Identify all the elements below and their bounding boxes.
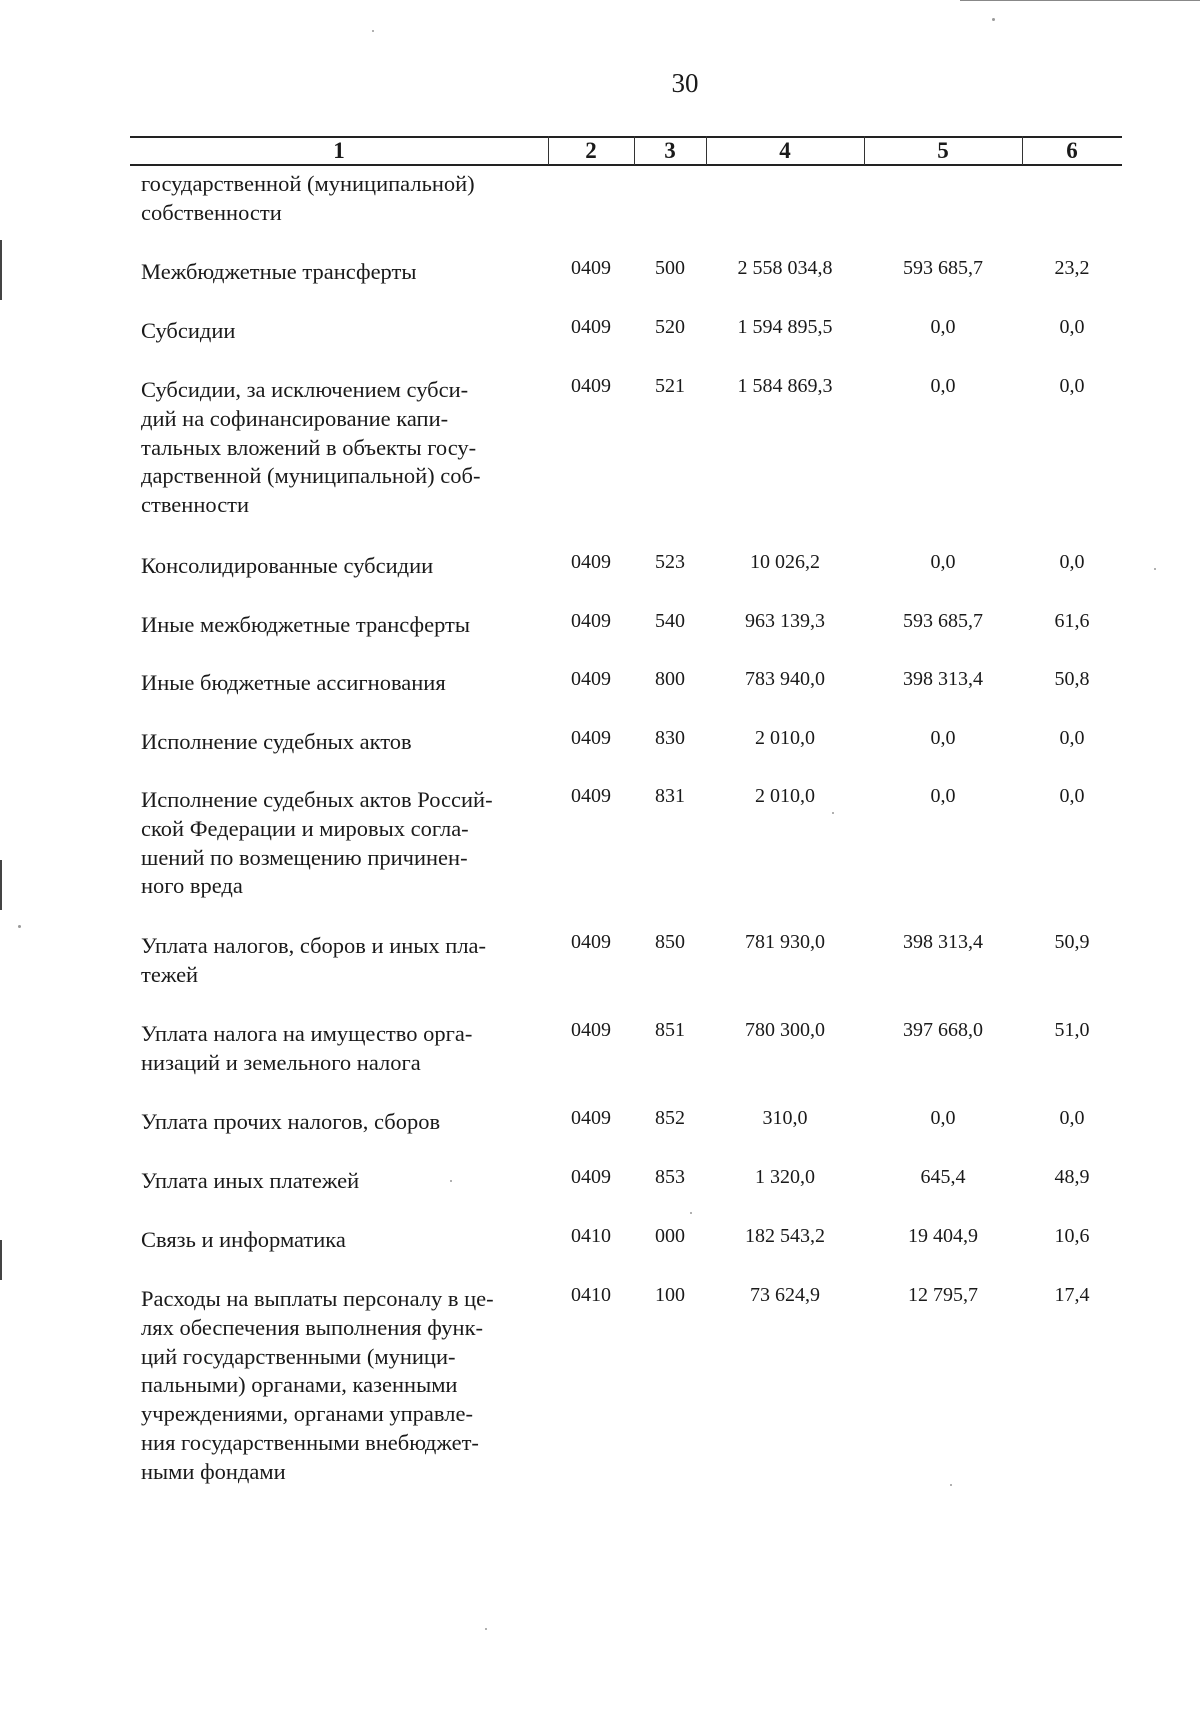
row-expense-type: 850 — [655, 931, 685, 953]
row-execution-percent: 0,0 — [1059, 727, 1085, 749]
row-expense-type: 523 — [655, 551, 685, 573]
scan-speck — [950, 1484, 952, 1486]
row-execution-percent: 61,6 — [1054, 610, 1090, 632]
row-planned-amount: 781 930,0 — [745, 931, 825, 953]
row-name: Расходы на выплаты персоналу в це- лях обеспечения выполнения функ- ций государственными (муници- пальными) органами, казенными учреждениями, органами управле- ния государственными внебюджет- ными фондами — [141, 1286, 494, 1484]
row-planned-amount: 1 320,0 — [755, 1166, 815, 1188]
row-name: Субсидии, за исключением субси- дий на софинансирование капи- тальных вложений в объекты госу- дарственной (муниципальной) соб- ственности — [141, 377, 481, 518]
row-expense-type: 800 — [655, 668, 685, 690]
row-executed-amount: 398 313,4 — [903, 931, 983, 953]
row-execution-percent: 10,6 — [1054, 1225, 1090, 1247]
row-executed-amount: 0,0 — [930, 316, 956, 338]
row-executed-amount: 0,0 — [930, 785, 956, 807]
row-execution-percent: 17,4 — [1054, 1284, 1090, 1306]
row-section-code: 0410 — [571, 1284, 611, 1306]
row-planned-amount: 73 624,9 — [750, 1284, 820, 1306]
row-planned-amount: 310,0 — [762, 1107, 808, 1129]
scan-speck — [992, 18, 995, 21]
row-section-code: 0409 — [571, 931, 611, 953]
row-expense-type: 852 — [655, 1107, 685, 1129]
scan-speck — [690, 1212, 692, 1214]
row-name: Межбюджетные трансферты — [141, 259, 417, 284]
row-planned-amount: 1 594 895,5 — [737, 316, 833, 338]
row-execution-percent: 0,0 — [1059, 1107, 1085, 1129]
row-executed-amount: 0,0 — [930, 1107, 956, 1129]
scan-speck — [485, 1628, 487, 1630]
row-planned-amount: 2 010,0 — [755, 785, 815, 807]
page-number: 30 — [671, 68, 699, 98]
row-name: Иные бюджетные ассигнования — [141, 670, 446, 695]
row-execution-percent: 50,9 — [1054, 931, 1090, 953]
row-executed-amount: 645,4 — [920, 1166, 966, 1188]
row-execution-percent: 0,0 — [1059, 375, 1085, 397]
row-section-code: 0409 — [571, 375, 611, 397]
row-planned-amount: 1 584 869,3 — [737, 375, 833, 397]
row-expense-type: 830 — [655, 727, 685, 749]
row-executed-amount: 593 685,7 — [903, 257, 983, 279]
row-name: Уплата иных платежей — [141, 1168, 360, 1193]
row-execution-percent: 48,9 — [1054, 1166, 1090, 1188]
row-planned-amount: 10 026,2 — [750, 551, 820, 573]
row-planned-amount: 963 139,3 — [745, 610, 825, 632]
row-expense-type: 540 — [655, 610, 685, 632]
row-executed-amount: 593 685,7 — [903, 610, 983, 632]
row-name: Уплата прочих налогов, сборов — [141, 1109, 441, 1134]
row-planned-amount: 182 543,2 — [745, 1225, 825, 1247]
row-section-code: 0409 — [571, 551, 611, 573]
row-planned-amount: 780 300,0 — [745, 1019, 825, 1041]
row-planned-amount: 2 010,0 — [755, 727, 815, 749]
row-expense-type: 100 — [655, 1284, 685, 1306]
row-execution-percent: 0,0 — [1059, 551, 1085, 573]
row-section-code: 0409 — [571, 316, 611, 338]
scan-speck — [1154, 568, 1156, 570]
header-cell-6: 6 — [1066, 138, 1078, 163]
row-expense-type: 851 — [655, 1019, 685, 1041]
header-bottom-border — [130, 164, 1122, 166]
row-execution-percent: 50,8 — [1054, 668, 1090, 690]
row-name: Исполнение судебных актов Россий- ской Федерации и мировых согла- шений по возмещению причинен- ного вреда — [141, 787, 493, 899]
row-executed-amount: 0,0 — [930, 375, 956, 397]
row-expense-type: 831 — [655, 785, 685, 807]
row-execution-percent: 0,0 — [1059, 785, 1085, 807]
row-section-code: 0409 — [571, 610, 611, 632]
row-execution-percent: 23,2 — [1054, 257, 1090, 279]
header-cell-2: 2 — [585, 138, 597, 163]
row-section-code: 0410 — [571, 1225, 611, 1247]
scan-edge-line — [960, 0, 1200, 1]
scan-left-edge — [0, 860, 2, 910]
row-name: Исполнение судебных актов — [141, 729, 412, 754]
scan-speck — [372, 30, 374, 32]
row-name: Консолидированные субсидии — [141, 553, 434, 578]
row-name: Уплата налогов, сборов и иных пла- тежей — [141, 933, 487, 987]
row-planned-amount: 2 558 034,8 — [737, 257, 833, 279]
header-cell-5: 5 — [937, 138, 949, 163]
row-executed-amount: 12 795,7 — [908, 1284, 978, 1306]
header-cell-1: 1 — [333, 138, 345, 163]
scan-left-edge — [0, 240, 2, 300]
row-section-code: 0409 — [571, 727, 611, 749]
row-section-code: 0409 — [571, 1107, 611, 1129]
scan-speck — [18, 925, 21, 928]
row-expense-type: 521 — [655, 375, 685, 397]
row-section-code: 0409 — [571, 257, 611, 279]
row-executed-amount: 398 313,4 — [903, 668, 983, 690]
row-section-code: 0409 — [571, 668, 611, 690]
row-executed-amount: 397 668,0 — [903, 1019, 983, 1041]
row-section-code: 0409 — [571, 1019, 611, 1041]
row-planned-amount: 783 940,0 — [745, 668, 825, 690]
row-section-code: 0409 — [571, 1166, 611, 1188]
row-name: Субсидии — [141, 318, 236, 343]
row-expense-type: 500 — [655, 257, 685, 279]
row-executed-amount: 19 404,9 — [908, 1225, 978, 1247]
scan-left-edge — [0, 1240, 2, 1280]
row-expense-type: 520 — [655, 316, 685, 338]
header-cell-3: 3 — [664, 138, 676, 163]
row-executed-amount: 0,0 — [930, 727, 956, 749]
row-execution-percent: 51,0 — [1054, 1019, 1090, 1041]
row-name: Иные межбюджетные трансферты — [141, 612, 471, 637]
scan-speck — [832, 812, 834, 814]
row-name: Уплата налога на имущество орга- низаций и земельного налога — [141, 1021, 473, 1075]
row-executed-amount: 0,0 — [930, 551, 956, 573]
row-expense-type: 853 — [655, 1166, 685, 1188]
row-name: Связь и информатика — [141, 1227, 346, 1252]
row-name: государственной (муниципальной) собственности — [141, 171, 475, 225]
row-section-code: 0409 — [571, 785, 611, 807]
row-expense-type: 000 — [655, 1225, 685, 1247]
header-cell-4: 4 — [779, 138, 791, 163]
row-execution-percent: 0,0 — [1059, 316, 1085, 338]
